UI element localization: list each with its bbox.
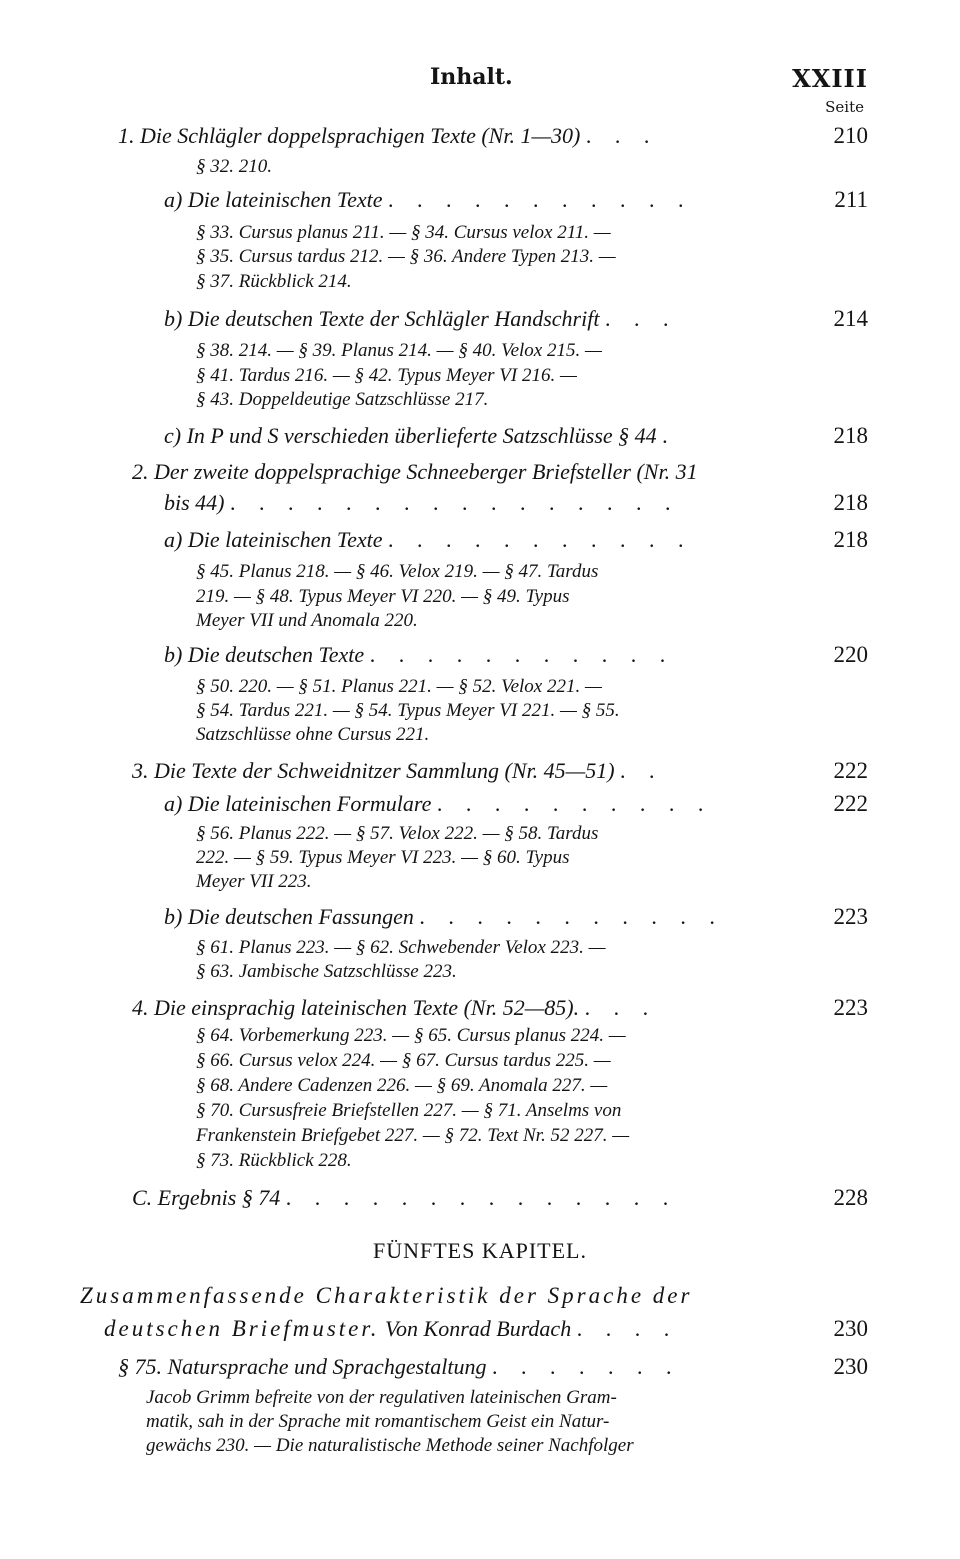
toc-page-number: 230: [833, 1354, 868, 1379]
toc-page-number: 228: [833, 1185, 868, 1210]
toc-entry: [132, 1185, 677, 1211]
page-number-roman: XXIII: [792, 64, 868, 93]
toc-entry: [164, 791, 712, 817]
toc-entry: [118, 1354, 681, 1380]
toc-leader-dots: .: [662, 423, 677, 448]
toc-entry-text: b) Die deutschen Texte der Schlägler Handschrift: [164, 306, 600, 331]
toc-leader-dots: . . . . . . . . . . . . . . . .: [230, 490, 680, 515]
toc-leader-dots: . .: [620, 758, 664, 783]
toc-entry: [164, 642, 674, 668]
toc-entry: [164, 423, 677, 449]
chapter-author: Von Konrad Burdach: [385, 1316, 572, 1341]
toc-entry: [118, 123, 658, 149]
toc-entry-text: bis 44): [164, 490, 225, 515]
toc-leader-dots: . . . . . . . . . . .: [388, 187, 693, 212]
toc-subsection-detail: § 32. 210.: [196, 156, 272, 177]
toc-subsection-detail: § 63. Jambische Satzschlüsse 223.: [196, 961, 457, 982]
toc-leader-dots: . . . . . . . . . . .: [369, 642, 675, 667]
toc-page-number: 222: [833, 758, 868, 783]
toc-page-number: 218: [833, 423, 868, 448]
toc-leader-dots: . . . . . . .: [492, 1354, 681, 1379]
toc-subsection-detail: § 66. Cursus velox 224. — § 67. Cursus tardus 225. —: [196, 1050, 611, 1071]
toc-subsection-detail: § 41. Tardus 216. — § 42. Typus Meyer VI 216. —: [196, 365, 577, 386]
toc-subsection-detail: Frankenstein Briefgebet 227. — § 72. Text Nr. 52 227. —: [196, 1125, 630, 1146]
toc-subsection-detail: § 45. Planus 218. — § 46. Velox 219. — § 47. Tardus: [196, 561, 599, 582]
toc-entry-text: b) Die deutschen Texte: [164, 642, 365, 667]
toc-page-number: 220: [833, 642, 868, 667]
toc-page-number: 223: [833, 904, 868, 929]
toc-subsection-detail: § 61. Planus 223. — § 62. Schwebender Velox 223. —: [196, 937, 606, 958]
toc-entry-text: b) Die deutschen Fassungen: [164, 904, 414, 929]
chapter-heading: FÜNFTES KAPITEL.: [372, 1238, 587, 1263]
toc-subsection-detail: § 68. Andere Cadenzen 226. — § 69. Anomala 227. —: [196, 1075, 608, 1096]
toc-subsection-detail: 219. — § 48. Typus Meyer VI 220. — § 49. Typus: [196, 586, 570, 607]
toc-leader-dots: . . . . . . . . . . . . . .: [285, 1185, 678, 1210]
section-summary-line: matik, sah in der Sprache mit romantischem Geist ein Natur-: [146, 1411, 610, 1432]
toc-page-number: 223: [833, 995, 868, 1020]
toc-subsection-detail: § 43. Doppeldeutige Satzschlüsse 217.: [196, 389, 489, 410]
toc-page-number: 218: [833, 490, 868, 515]
toc-entry: [132, 758, 664, 784]
toc-entry: [164, 187, 693, 213]
toc-subsection-detail: Satzschlüsse ohne Cursus 221.: [196, 724, 430, 745]
toc-subsection-detail: § 54. Tardus 221. — § 54. Typus Meyer VI 221. — § 55.: [196, 700, 620, 721]
toc-entry: 2. Der zweite doppelsprachige Schneeberger Briefsteller (Nr. 31: [132, 459, 698, 484]
toc-leader-dots: . . .: [604, 306, 678, 331]
toc-entry: [164, 490, 680, 516]
toc-subsection-detail: § 73. Rückblick 228.: [196, 1150, 352, 1171]
toc-subsection-detail: § 38. 214. — § 39. Planus 214. — § 40. Velox 215. —: [196, 340, 602, 361]
chapter-title-line: [104, 1316, 678, 1342]
toc-entry: [132, 995, 657, 1021]
section-summary-line: Jacob Grimm befreite von der regulativen lateinischen Gram-: [146, 1387, 617, 1408]
toc-subsection-detail: Meyer VII 223.: [196, 871, 312, 892]
toc-entry-text: 3. Die Texte der Schweidnitzer Sammlung (Nr. 45—51): [132, 758, 615, 783]
toc-page-number: 222: [833, 791, 868, 816]
toc-leader-dots: . . . . . . . . . . .: [419, 904, 724, 929]
chapter-title-line: Zusammenfassende Charakteristik der Sprache der: [80, 1283, 693, 1308]
toc-leader-dots: . . . .: [576, 1316, 679, 1341]
toc-subsection-detail: § 33. Cursus planus 211. — § 34. Cursus velox 211. —: [196, 222, 611, 243]
page-column-label: Seite: [825, 98, 864, 116]
toc-leader-dots: . . .: [584, 995, 658, 1020]
toc-page-number: 218: [833, 527, 868, 552]
toc-subsection-detail: § 50. 220. — § 51. Planus 221. — § 52. Velox 221. —: [196, 676, 602, 697]
chapter-title-text: deutschen Briefmuster.: [104, 1316, 380, 1341]
toc-entry-text: c) In P und S verschieden überlieferte Satzschlüsse § 44: [164, 423, 657, 448]
toc-subsection-detail: § 56. Planus 222. — § 57. Velox 222. — § 58. Tardus: [196, 823, 599, 844]
toc-leader-dots: . . .: [585, 123, 659, 148]
toc-page-number: 214: [833, 306, 868, 331]
toc-entry-text: 1. Die Schlägler doppelsprachigen Texte (Nr. 1—30): [118, 123, 581, 148]
toc-entry: [164, 527, 693, 553]
toc-subsection-detail: 222. — § 59. Typus Meyer VI 223. — § 60. Typus: [196, 847, 570, 868]
toc-subsection-detail: § 64. Vorbemerkung 223. — § 65. Cursus planus 224. —: [196, 1025, 626, 1046]
toc-entry-text: C. Ergebnis § 74: [132, 1185, 281, 1210]
toc-entry: [164, 904, 724, 930]
toc-entry-text: § 75. Natursprache und Sprachgestaltung: [118, 1354, 487, 1379]
toc-subsection-detail: Meyer VII und Anomala 220.: [196, 610, 418, 631]
toc-page-number: 230: [833, 1316, 868, 1341]
toc-leader-dots: . . . . . . . . . . .: [388, 527, 693, 552]
toc-entry-text: a) Die lateinischen Texte: [164, 187, 383, 212]
toc-leader-dots: . . . . . . . . . .: [436, 791, 713, 816]
toc-subsection-detail: § 35. Cursus tardus 212. — § 36. Andere Typen 213. —: [196, 246, 616, 267]
toc-entry: [164, 306, 677, 332]
toc-subsection-detail: § 37. Rückblick 214.: [196, 271, 352, 292]
section-summary-line: gewächs 230. — Die naturalistische Methode seiner Nachfolger: [146, 1435, 634, 1456]
toc-page-number: 210: [833, 123, 868, 148]
toc-subsection-detail: § 70. Cursusfreie Briefstellen 227. — § 71. Anselms von: [196, 1100, 622, 1121]
toc-entry-text: a) Die lateinischen Texte: [164, 527, 383, 552]
toc-page-number: 211: [834, 187, 868, 212]
toc-entry-text: a) Die lateinischen Formulare: [164, 791, 432, 816]
running-header-title: Inhalt.: [430, 64, 513, 90]
toc-entry-text: 4. Die einsprachig lateinischen Texte (Nr. 52—85).: [132, 995, 580, 1020]
